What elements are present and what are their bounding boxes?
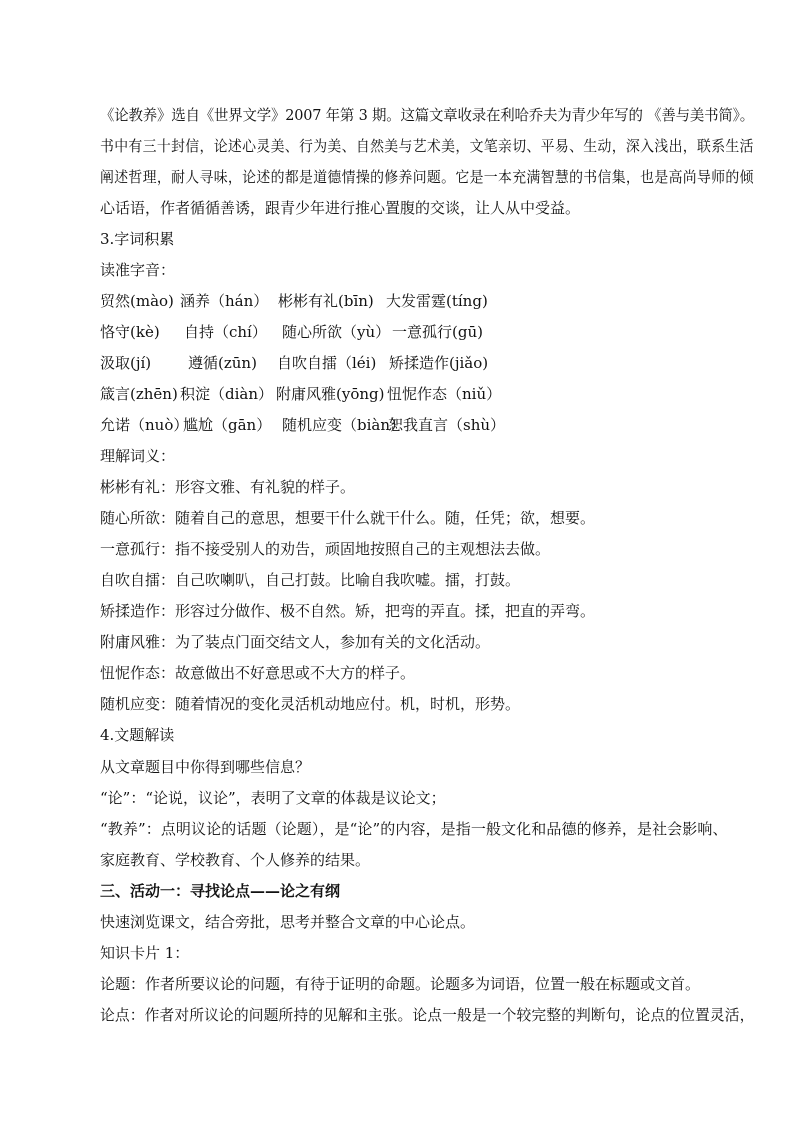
pron-item: 允诺（nuò）: [100, 416, 189, 434]
definition-item: 彬彬有礼：形容文雅、有礼貌的样子。: [100, 478, 356, 496]
argument-definition: 论点：作者对所议论的问题所持的见解和主张。论点一般是一个较完整的判断句，论点的位置灵活，: [100, 1006, 755, 1024]
definition-item: 自吹自擂：自己吹喇叭，自己打鼓。比喻自我吹嘘。擂，打鼓。: [100, 571, 521, 589]
topic-definition: 论题：作者所要议论的问题，有待于证明的命题。论题多为词语，位置一般在标题或文首。: [100, 975, 701, 993]
read-pronunciation-label: 读准字音：: [100, 261, 176, 279]
title-answer-1: “论”：“论说，议论”，表明了文章的体裁是议论文；: [100, 789, 446, 807]
title-question: 从文章题目中你得到哪些信息？: [100, 758, 311, 776]
pron-item: 忸怩作态（niǔ）: [387, 385, 502, 403]
pron-item: 积淀（diàn）: [180, 385, 274, 403]
title-answer-2-line-1: “教养”：点明议论的话题（论题），是“论”的内容，是指一般文化和品德的修养，是社会影响、: [100, 820, 728, 838]
pron-item: 贸然(mào): [100, 292, 174, 310]
pron-item: 恕我直言（shù）: [388, 416, 506, 434]
definition-item: 一意孤行：指不接受别人的劝告，顽固地按照自己的主观想法去做。: [100, 540, 551, 558]
pron-item: 汲取(jí): [100, 354, 152, 372]
pron-item: 自持（chí）: [184, 323, 267, 341]
definition-item: 随机应变：随着情况的变化灵活机动地应付。机，时机，形势。: [100, 695, 521, 713]
activity-instruction: 快速浏览课文，结合旁批，思考并整合文章的中心论点。: [100, 913, 476, 931]
section-heading-3: 3.字词积累: [100, 230, 175, 248]
pron-item: 尴尬（gān）: [183, 416, 272, 434]
pron-item: 遵循(zūn): [188, 354, 257, 372]
intro-line-2: 书中有三十封信，论述心灵美、行为美、自然美与艺术美，文笔亲切、平易、生动，深入浅出，联系生活: [100, 137, 754, 155]
definition-item: 随心所欲：随着自己的意思，想要干什么就干什么。随，任凭；欲，想要。: [100, 509, 596, 527]
pron-item: 矫揉造作(jiǎo): [389, 354, 489, 372]
pron-item: 大发雷霆(tíng): [386, 292, 488, 310]
understand-meaning-label: 理解词义：: [100, 447, 176, 465]
definition-item: 附庸风雅：为了装点门面交结文人，参加有关的文化活动。: [100, 633, 491, 651]
intro-line-4: 心话语，作者循循善诱，跟青少年进行推心置腹的交谈，让人从中受益。: [100, 199, 581, 217]
definition-item: 矫揉造作：形容过分做作、极不自然。矫，把弯的弄直。揉，把直的弄弯。: [100, 602, 596, 620]
section-heading-4: 4.文题解读: [100, 726, 175, 744]
intro-line-1: 《论教养》选自《世界文学》2007 年第 3 期。这篇文章收录在利哈乔夫为青少年写的 《善与美书简》。: [100, 106, 754, 124]
intro-line-3: 阐述哲理，耐人寻味，论述的都是道德情操的修养问题。它是一本充满智慧的书信集，也是高尚导师的倾: [100, 168, 754, 186]
title-answer-2-line-2: 家庭教育、学校教育、个人修养的结果。: [100, 851, 371, 869]
knowledge-card-label: 知识卡片 1：: [100, 944, 190, 962]
definition-item: 忸怩作态：故意做出不好意思或不大方的样子。: [100, 664, 416, 682]
pron-item: 涵养（hán）: [180, 292, 269, 310]
pron-item: 恪守(kè): [100, 323, 160, 341]
pron-item: 自吹自擂（léi): [277, 354, 377, 372]
pron-item: 彬彬有礼(bīn): [278, 292, 374, 310]
pron-item: 随心所欲（yù）: [282, 323, 391, 341]
activity-heading: 三、活动一：寻找论点——论之有纲: [100, 882, 341, 900]
pron-item: 附庸风雅(yōng): [276, 385, 385, 403]
pron-item: 随机应变（biàn）: [282, 416, 406, 434]
pron-item: 一意孤行(gū): [392, 323, 483, 341]
pron-item: 箴言(zhēn): [100, 385, 178, 403]
